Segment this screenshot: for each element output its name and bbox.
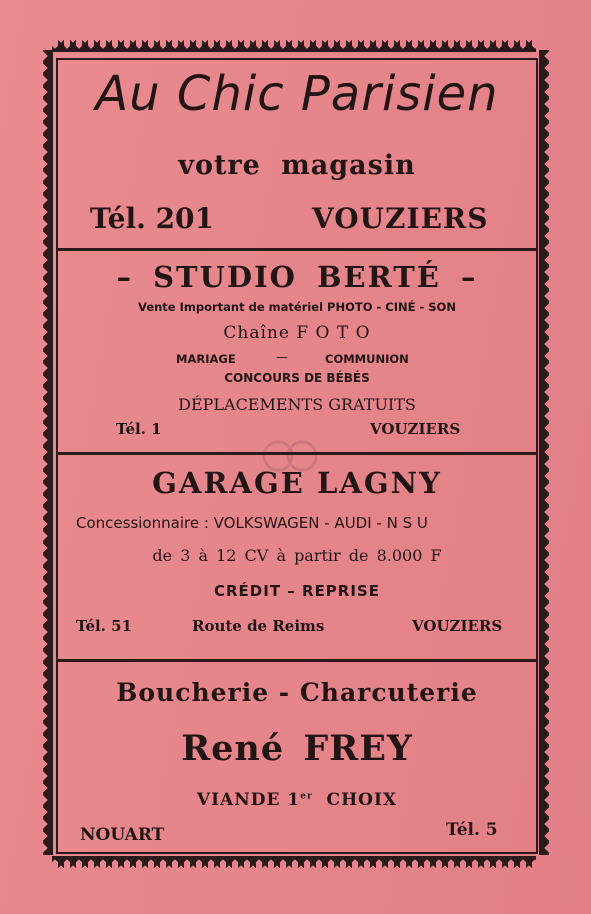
ad3-phone: Tél. 51	[76, 617, 133, 635]
ad4-line1: Boucherie - Charcuterie	[116, 678, 478, 707]
ad4-town: NOUART	[80, 825, 165, 845]
ad1-town: VOUZIERS	[312, 202, 489, 235]
ad4-line3	[56, 790, 538, 810]
ad2-line4: CONCOURS DE BÉBÉS	[224, 371, 370, 385]
ad1-phone: Tél. 201	[90, 202, 215, 235]
ad2-line3-dash: —	[276, 350, 288, 364]
left-zigzag-border	[43, 50, 53, 855]
ad4-line3-main: VIANDE 1	[196, 790, 301, 810]
ad3-line3: CRÉDIT – REPRISE	[214, 582, 380, 600]
ad1-tagline: votre magasin	[178, 150, 416, 181]
ad3-address: Route de Reims	[192, 617, 325, 635]
ad4-title: René FREY	[181, 728, 413, 769]
ad1-title: Au Chic Parisien	[95, 66, 499, 122]
divider-2	[56, 452, 538, 455]
top-zigzag-border	[52, 40, 536, 52]
ad2-title: – STUDIO BERTÉ –	[116, 260, 478, 294]
ad2-town: VOUZIERS	[370, 420, 461, 438]
right-zigzag-border	[539, 50, 549, 855]
ad2-line3-right: COMMUNION	[325, 352, 409, 366]
ad3-line2: de 3 à 12 CV à partir de 8.000 F	[152, 546, 442, 565]
ad3-title: GARAGE LAGNY	[152, 466, 442, 500]
ad4-phone: Tél. 5	[446, 820, 498, 840]
ad4-line3-sup: er	[300, 791, 313, 802]
ad2-phone: Tél. 1	[116, 420, 162, 438]
ad3-town: VOUZIERS	[412, 617, 503, 635]
ad2-line1: Vente Important de matériel PHOTO - CINÉ - SON	[138, 300, 456, 314]
ad2-line2: Chaîne F O T O	[223, 323, 371, 343]
divider-3	[56, 659, 538, 662]
ad4-line3-end: CHOIX	[312, 790, 398, 810]
ad3-line1: Concessionnaire : VOLKSWAGEN - AUDI - N S U	[76, 514, 428, 532]
bottom-zigzag-border	[52, 856, 536, 868]
divider-1	[56, 248, 538, 251]
ad2-line3-left: MARIAGE	[176, 352, 236, 366]
ad2-line5: DÉPLACEMENTS GRATUITS	[178, 395, 416, 414]
